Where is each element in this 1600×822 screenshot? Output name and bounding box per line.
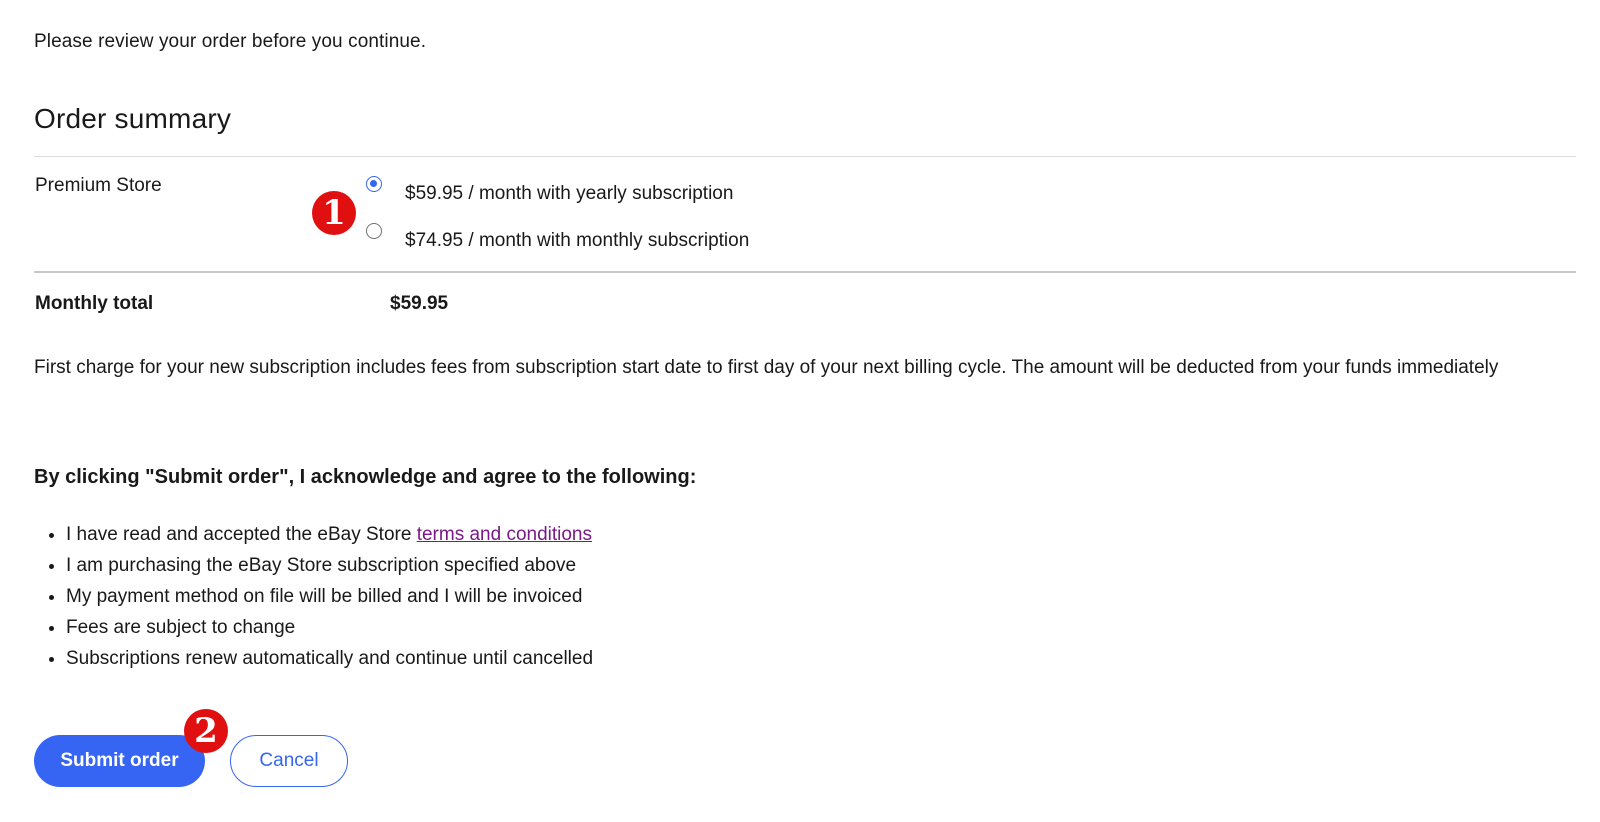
monthly-total-value: $59.95 — [390, 293, 449, 314]
yearly-subscription-radio[interactable] — [366, 176, 382, 192]
cancel-button[interactable]: Cancel — [230, 735, 348, 787]
list-item-text: Fees are subject to change — [66, 617, 296, 638]
list-item — [66, 550, 593, 581]
product-name: Premium Store — [35, 175, 162, 196]
terms-and-conditions-link[interactable]: terms and conditions — [416, 524, 593, 545]
intro-text: Please review your order before you continue. — [34, 31, 427, 52]
list-item-text: My payment method on file will be billed and I will be invoiced — [66, 586, 583, 607]
order-summary-title: Order summary — [34, 103, 232, 134]
list-item-text: I have read and accepted the eBay Store — [66, 524, 417, 545]
summary-divider — [34, 156, 1576, 157]
monthly-subscription-label[interactable]: $74.95 / month with monthly subscription — [405, 230, 750, 251]
monthly-total-label: Monthly total — [35, 293, 154, 314]
step-marker-2: 2 — [184, 709, 228, 753]
list-item — [66, 581, 593, 612]
list-item-text: I am purchasing the eBay Store subscription specified above — [66, 555, 577, 576]
list-item — [66, 643, 593, 674]
acknowledgement-heading: By clicking "Submit order", I acknowledge and agree to the following: — [34, 466, 697, 488]
list-item-text: Subscriptions renew automatically and continue until cancelled — [66, 648, 594, 669]
yearly-subscription-label[interactable]: $59.95 / month with yearly subscription — [405, 183, 734, 204]
list-item — [66, 519, 593, 550]
list-item — [66, 612, 593, 643]
monthly-subscription-radio[interactable] — [366, 223, 382, 239]
step-marker-1: 1 — [312, 191, 356, 235]
yearly-subscription-option[interactable] — [366, 183, 734, 204]
acknowledgement-list — [34, 519, 593, 674]
monthly-subscription-option[interactable] — [366, 230, 750, 251]
submit-order-button[interactable]: Submit order — [34, 735, 205, 787]
first-charge-note: First charge for your new subscription includes fees from subscription start date to first day of your next billing cycle. The amount will be deducted from your funds immediately — [34, 357, 1499, 378]
total-divider — [34, 271, 1576, 273]
